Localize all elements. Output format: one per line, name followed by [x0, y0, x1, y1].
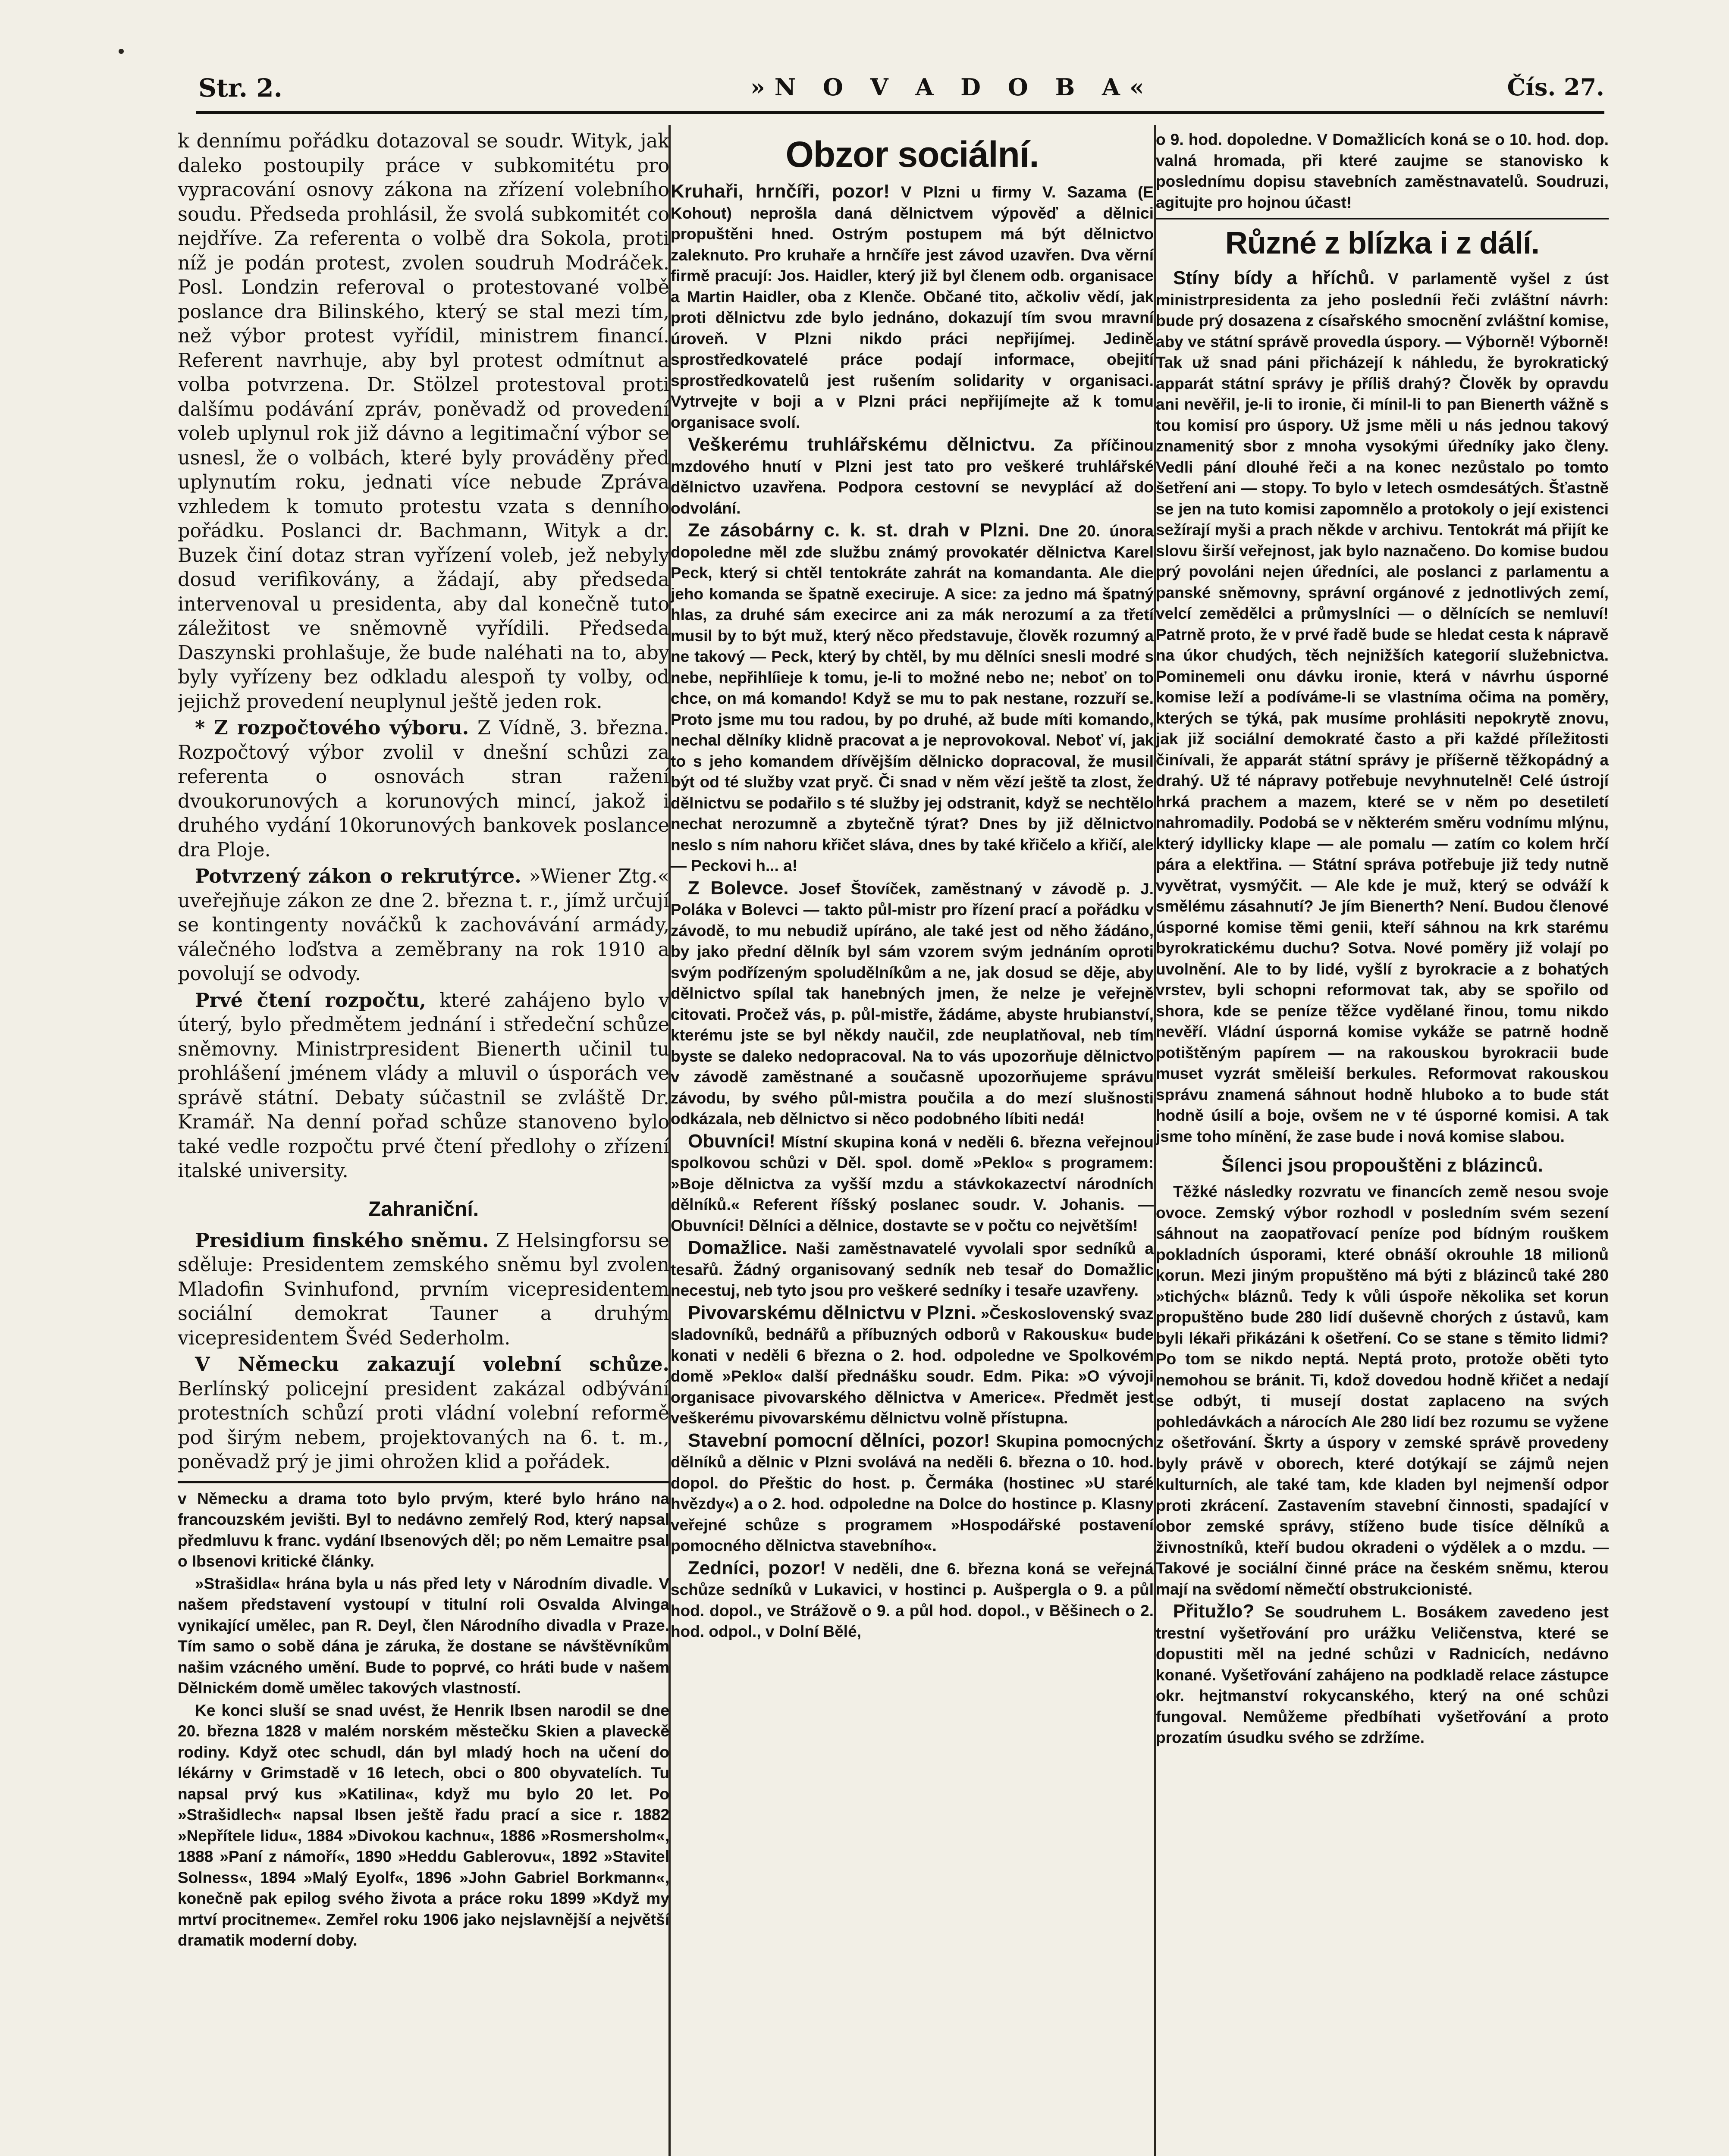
article-lead: Pivovarskému dělnictvu v Plzni.	[688, 1302, 976, 1323]
feuilleton-ibsen: v Německu a drama toto bylo prvým, které bylo hráno na francouzském jevišti. Byl to nedávno zemřelý Rod, který napsal předmluvu k franc. vydání Ibsenových děl; po něm Lemaitre psal o Ibsenovi kritické články. »Strašidla« hrána byla u nás před lety v Národním divadle. V našem představení vystoupí v titulní roli Osvalda Alvinga vynikající umělec, pan R. Deyl, člen Národního divadla v Praze. Tím samo o sobě dána je záruka, že dostane se návštěvníkům našim vzácného umění. Bude to poprvé, co hráti bude v našem Dělnickém domě umělec takových vlastností. Ke konci sluší se snad uvést, že Henrik Ibsen narodil se dne 20. března 1828 v malém norském městečku Skien a plaveckě rodiny. Když otec schudl, dán byl mladý hoch na učení do lékárny v Grimstadě v 16 letech, obci o 800 obyvatelích. Tu napsal prvý kus »Katilina«, když mu bylo 20 let. Po »Strašidlech« napsal Ibsen ještě řadu prací a sice r. 1882 »Nepřítele lidu«, 1884 »Divokou kachnu«, 1886 »Rosmersholm«, 1888 »Paní z námoří«, 1890 »Heddu Gablerovu«, 1892 »Stavitel Solness«, 1894 »Malý Eyolf«, 1896 »John Gabriel Borkmann«, konečně pak epilog svého života a práce roku 1899 »Když my mrtví procitneme«. Zemřel roku 1906 jako nejslavnější a největší dramatik moderní doby.	[178, 1489, 669, 1949]
section-rule	[1156, 218, 1609, 219]
article-masons: Zedníci, pozor! V neděli, dne 6. března koná se veřejná schůze sedníků v Lukavici, v hostinci p. Aušpergla o 9. a půl hod. dopol., ve Strážově o 9. a půl hod. dopol., v Běšinech o 2. hod. odpol., v Dolní Bělé,	[671, 1557, 1154, 1640]
article-lead: Z Bolevce.	[688, 877, 789, 899]
masons-continuation: o 9. hod. dopoledne. V Domažlicích koná se o 10. hod. dop. valná hromada, při které zaujme se stanovisko k poslednímu dopisu stavebních zaměstnavatelů. Soudruzi, agitujte pro hojnou účast!	[1156, 131, 1609, 211]
article-lead: Stíny bídy a hříchů.	[1173, 267, 1375, 288]
article-recruitment-law: Potvrzený zákon o rekrutýrce. »Wiener Ztg.« uveřejňuje zákon ze dne 2. března t. r., jímž určují se kontingenty nováčků k zachovávání armády, válečného loďstva a zeměbrany na rok 1910 a povolují se odvody.	[178, 865, 669, 985]
article-shoemakers: Obuvníci! Místní skupina koná v neděli 6. března veřejnou spolkovou schůzi v Děl. spol. domě »Peklo« s programem: »Boje dělnictva za vyšší mzdu a stávkokazectví národních dělníků.« Referent říšský poslanec soudr. V. Johanis. — Obuvníci! Dělníci a dělnice, dostavte se v počtu co největším!	[671, 1130, 1154, 1235]
article-asylums: Těžké následky rozvratu ve financích země nesou svoje ovoce. Zemský výbor rozhodl v posledním svém sezení sáhnout na zaopatřovací peníze pod bídným rouškem pokladních úsporami, které obnáší okrouhle 18 milionů korun. Mezi jiným propuštěno má býti z blázinců také 280 »tichých« bláznů. Tedy k vůli úspoře několika set korun propuštěno bude 280 lidí duševně chorých z ústavů, kam byli lékaři přikázáni k ošetření. Co se stane s těmito lidmi? Po tom se nikdo neptá. Neptá proto, protože oběti tyto nemohou se bránit. Ti, kdož dovedou hodně křičet a nedají se odbýt, ti musejí dostat zaplaceno na svých pohledávkách a nárocích Ale 280 lidí bez rozumu se vyžene z ošetřování. Škrty a úspory v zemské správě provedeny byly právě v oborech, které dotýkají se zájmů nejen kulturních, ale také tam, kde kladen byl nejmenší odpor proti zkrácení. Zastavením stavební činnosti, spadající v obor zemské správy, stíženo bude tisíce dělníků a živnostníků, kteří budou okradeni o výdělek a o mzdu. — Takové je sociální činné práce na českém sněmu, kterou mají na svědomí němečtí obstrukcionisté.	[1156, 1183, 1609, 1598]
article-lead: Presidium finského sněmu.	[195, 1229, 489, 1252]
article-domazlice: Domažlice. Naši zaměstnavatelé vyvolali spor sedníků a tesařů. Žádný organisovaný sedník neb tesař do Domažlic necestuj, neb tyto jsou pro veškeré sedníky i tesaře uzavřeny.	[671, 1237, 1154, 1299]
article-lead: Domažlice.	[688, 1237, 787, 1258]
article-heading-asylums: Šílenci jsou propouštěni z blázinců.	[1221, 1155, 1543, 1176]
article-potters: Kruhaři, hrnčíři, pozor! V Plzni u firmy V. Sazama (E Kohout) neprošla daná dělnictvem výpověď a dělnici propuštěni hned. Ostrým postupem má být dělnictvo zaleknuto. Pro kruhaře a hrnčíře jest závod uzavřen. Dva věrní firmě pracují: Jos. Haidler, který již byl členem odb. organisace a Martin Haidler, oba z Klenče. Občané tito, ačkoliv vědí, jak proti dělnictvu zde bylo jednáno, dokazují tím svou mravní úroveň. V Plzni nikdo práci nepřijímej. Jedině sprostředkovatelé práce podají informace, obejití sprostředkovatelů jest rušením solidarity v organisaci. Vytrvejte v boji a v Plzni práci nepřijímejte až k tomu organisace svolí.	[671, 181, 1154, 431]
article-shadows-of-poverty: Stíny bídy a hříchů. V parlamentě vyšel z úst ministrpresidenta za jeho posledníi řeči zvláštní návrh: bude prý dosazena z císařského smocnění zvláštní komise, aby ve státní správě provedla úspory. — Výborně! Výborně! Tak už snad páni přicházejí k náhledu, že byrokratický apparát státní správy je příliš drahý? Člověk by opravdu ani nevěřil, je-li to ironie, či mínil-li to pan Bienerth vážně s tou komisí pro úspory. Už jsme měli u nás jednou takový znamenitý sbor z mnoha vysokými úředníky jako členy. Vedli pání dlouhé řeči a na konec nezůstalo po tomto šetření ani — stopy. To bylo v letech osmdesátých. Šťastně se jen na tuto komisi zapomnělo a protokoly o její existenci sežírají myši a prach někde v archivu. Tentokrát má přijít ke slovu širší veřejnost, jak bylo naznačeno. Do komise budou prý povoláni nejen úředníci, ale poslanci z parlamentu a panské sněmovny, správní orgánové z jednotlivých zemí, velcí zemědělci a průmyslníci — o dělnících se nemluví! Patrně proto, že v prvé řadě bude se hledat cesta k nápravě na úkor chudých, těch nejnižších kategorií služebnictva. Pominemeli onu dávku ironie, která v návrhu úsporné komise leží a podíváme-li se vlastníma očima na poměry, kterých se týká, pak musíme prohlásiti nepokrytě znovu, jak již sociální demokraté často a při každé příležitosti činívali, že apparát státní správy je příšerně těžkopádný a drahý. Už té nápravy potřebuje nevyhnutelně! Celé ústrojí hrká prachem a mazem, které se v něm po desetiletí nahromadily. Podobá se v některém směru vodnímu mlýnu, který idyllicky klape — ale pomalu — zatím co kolem hrčí pára a elektřina. — Státní správa potřebuje již tedy nutně vyvětrat, vysmýčit. — Ale kde je muž, který se odváží k smělému zásahnutí? Je jím Bienerth? Není. Budou členové úsporné komise těmi genii, kteří sáhnou na krk starému byrokratickému duchu? Sotva. Nové poměry již volají po uvolnění. Ale to by lidé, vyšlí z byrokracie a z bohatých vrstev, byli schopni reformovat tak, aby se spořilo od shora, kde se peníze těžce vydělané řinou, tomu nikdo nevěří. Vládní úsporná komise vykáže se patrně hodně potištěným papírem — na rakouskou byrokracii bude muset vyzrát směleiší berkules. Reformovat rakouskou správu znamená sáhnout hodně hluboko a to bude stát hodně úsilí a boje, ovšem ne v té úsporné komisi. A tak jsme toho mínění, že zase bude i nová komise slabou.	[1156, 267, 1609, 1145]
column-miscellaneous	[1156, 129, 1609, 2156]
article-lead: Kruhaři, hrnčíři, pozor!	[671, 181, 890, 202]
article-construction-helpers: Stavební pomocní dělníci, pozor! Skupina pomocných dělníků a dělnic v Plzni svolává na neděli 6. března o 10. hod. dopol. do Přeštic do host. p. Čermáka (hostinec »U staré hvězdy«) a o 2. hod. odpoledne na Dolce do hostince p. Klasny veřejné schůze s programem »Hospodářské postavení pomocného dělnictva stavebního«.	[671, 1429, 1154, 1554]
article-lead: Zedníci, pozor!	[688, 1557, 826, 1579]
misc-news-list	[1156, 268, 1609, 1749]
article-lead: * Z rozpočtového výboru.	[195, 717, 469, 739]
page-header	[198, 73, 1604, 108]
column-social	[671, 129, 1154, 2156]
article-joiners: Veškerému truhlářskému dělnictvu. Za příčinou mzdového hnutí v Plzni jest tato pro veškeré truhlářské dělnictvo uzavřena. Podpora cestovní se nevyplácí až do odvolání.	[671, 434, 1154, 517]
article-budget-reading: Prvé čtení rozpočtu, které zahájeno bylo v úterý, bylo předmětem jednání i středeční schůze sněmovny. Ministrpresident Bienerth učinil tu prohlášení jménem vlády a mluvil o úsporách ve správě státní. Debaty súčastnil se zvláště Dr. Kramář. Na denní pořad schůze stanoveno bylo také vedle rozpočtu prvé čtení předlohy o zřízení italské university.	[178, 989, 669, 1182]
section-heading-social: Obzor sociální.	[785, 134, 1039, 175]
article-lead: Potvrzený zákon o rekrutýrce.	[195, 865, 521, 887]
column-politics	[178, 129, 669, 2156]
article-brewery-workers: Pivovarskému dělnictvu v Plzni. »Československý svaz sladovníků, bednářů a příbuzných odborů v Rakousku« bude konati v neděli 6 března o 2. hod. odpoledne ve Spolkovém domě »Peklo« další přednášku soudr. Edm. Pika: »O vývoji organisace pivovarského dělnictva v Americe«. Předmět jest veškerému pivovarskému dělnictvu volně přístupna.	[671, 1302, 1154, 1427]
article-finnish-diet: Presidium finského sněmu. Z Helsingforsu se sděluje: Presidentem zemského sněmu byl zvolen Mladofin Svinhufond, prvním vicepresidentem sociální demokrat Tauner a druhým vicepresidentem Švéd Sederholm.	[178, 1229, 669, 1349]
article-budget-committee: * Z rozpočtového výboru. Z Vídně, 3. března. Rozpočtový výbor zvolil v dnešní schůzi za referenta o osnovách stran ražení dvoukorunových a korunových mincí, jakož i druhého vydání 10korunových bankovek poslance dra Ploje.	[178, 717, 669, 861]
article-lead: Prvé čtení rozpočtu,	[195, 989, 427, 1012]
social-news-list	[671, 181, 1154, 1642]
feuilleton-rule	[178, 1481, 669, 1483]
article-railway-depot: Ze zásobárny c. k. st. drah v Plzni. Dne 20. února dopoledne měl zde službu známý provokatér dělnictva Karel Peck, který si chtěl tentokráte zahrát na komandanta. Ale die jeho komanda se špatně execiruje. A sice: za jedno má špatný hlas, za druhé sám execirce ani za mák nerozumí a za třetí musil by to být muž, který něco představuje, člověk rozumný a ne takový — Peck, který by chtěl, by mu dělníci snesli modré s nebe, nepřihlíieje k tomu, je-li to možné nebo ne; neboť on to chce, on má komando! Když se mu to pak nestane, rozzuří se. Proto jsme mu tou radou, by po druhé, až bude míti komando, nechal dělníky klidně pracovat a je neprovokoval. Neboť ví, jak to s jeho komandem dřívějším dělnicko dopracoval, že musil být od té služby vzat pryč. Či snad v něm vězí ještě ta zlost, že dělnictvu se podařilo s té služby jej odstranit, když se nechtělo nechat nerozumně a zbytečně týrat? Dnes by již dělnictvo neslo s ním nahoru křičet sláva, dnes by také křičelo a křičí, ale — Peckovi h... a!	[671, 520, 1154, 874]
article-lead: Obuvníci!	[688, 1130, 775, 1152]
section-heading-misc: Různé z blízka i z dálí.	[1225, 226, 1540, 260]
article-lead: Ze zásobárny c. k. st. drah v Plzni.	[688, 520, 1029, 541]
print-speck	[119, 49, 124, 54]
issue-number: Čís. 27.	[1507, 73, 1604, 101]
article-lead: V Německu zakazují volební schůze.	[195, 1353, 669, 1376]
article-legitimation-committee: k dennímu pořádku dotazoval se soudr. Wityk, jak daleko postoupily práce v subkomitétu pro vypracování osnovy zákona na zřízení volebního soudu. Předseda prohlásil, že svolá subkomitét co nejdříve. Za referenta o volbě dra Sokola, proti níž je podán protest, zvolen soudruh Modráček. Posl. Londzin referoval o protestované volbě poslance dra Bilinského, který se stal mezi tím, než výbor protest vyřídil, ministrem financí. Referent navrhuje, aby byl protest odmítnut a volba potvrzena. Dr. Stölzel protestoval proti dalšímu podávání zpráv, poněvadž od provedení voleb uplynul rok již dávno a legitimační výbor se usnesl, že o volbách, které byly prováděny před uplynutím roku, jednati více nebude Zpráva vzhledem k tomuto protestu vzata s denního pořádku. Poslanci dr. Bachmann, Wityk a dr. Buzek činí dotaz stran vyřízení voleb, jež nebyly dosud verifikovány, a žádají, aby předseda intervenoval u presidenta, aby dal konečně tuto záležitost ve sněmovně vyřídili. Předseda Daszynski prohlašuje, že bude naléhati na to, aby byly vyřízeny bez odkladu alespoň ty volby, od jejichž provedení neuplynul ještě jeden rok.	[178, 130, 669, 713]
newspaper-title: »N O V A D O B A«	[750, 73, 1154, 101]
article-lead: Přitužlo?	[1173, 1601, 1255, 1622]
page-number: Str. 2.	[198, 73, 282, 103]
header-rule	[196, 111, 1604, 114]
article-germany-meetings: V Německu zakazují volební schůze. Berlínský policejní president zakázal odbývání protestních schůzí proti vládní volební reformě pod širým nebem, projektovaných na 6. t. m., poněvadž prý je jimi ohrožen klid a pořádek.	[178, 1353, 669, 1473]
article-bolevec: Z Bolevce. Josef Štovíček, zaměstnaný v závodě p. J. Poláka v Bolevci — takto půl-mistr pro řízení prací a pořádku v závodě, to mu nebudiž upíráno, ale také jest od něho žádáno, by jako přední dělník byl sám vzorem svým jednáním oproti svým podřízeným spoludělníkům a ne, jak dosud se děje, aby dělnictvo spílal tak hanebných jmen, že nelze je veřejně citovati. Pročež vás, p. půl-mistře, žádáme, abyste hrubianství, kterému jste se byl někdy naučil, zde neuplatňoval, neb tím byste se daleko nedopracoval. Na to vás upozorňuje dělnictvo v závodě zaměstnané a současně upozorňujeme správu závodu, by svého půl-mistra poučila a do mezí slušnosti odkázala, neb dělnictvo si něco podobného líbiti nedá!	[671, 877, 1154, 1128]
article-bosak: Přitužlo? Se soudruhem L. Bosákem zavedeno jest trestní vyšetřování pro urážku Veličenstva, které se dopustiti měl na jedné schůzi v Radnicích, nedávno konané. Vyšetřování zahájeno na podkladě relace zástupce okr. hejtmanství rokycanského, který na oné schůzi fungoval. Nemůžeme předbíhati vyšetřování a proto prozatím úsudku svého se zdržíme.	[1156, 1601, 1609, 1746]
section-heading-foreign: Zahraniční.	[368, 1197, 479, 1221]
article-lead: Veškerému truhlářskému dělnictvu.	[688, 434, 1036, 455]
article-lead: Stavební pomocní dělníci, pozor!	[688, 1429, 990, 1451]
